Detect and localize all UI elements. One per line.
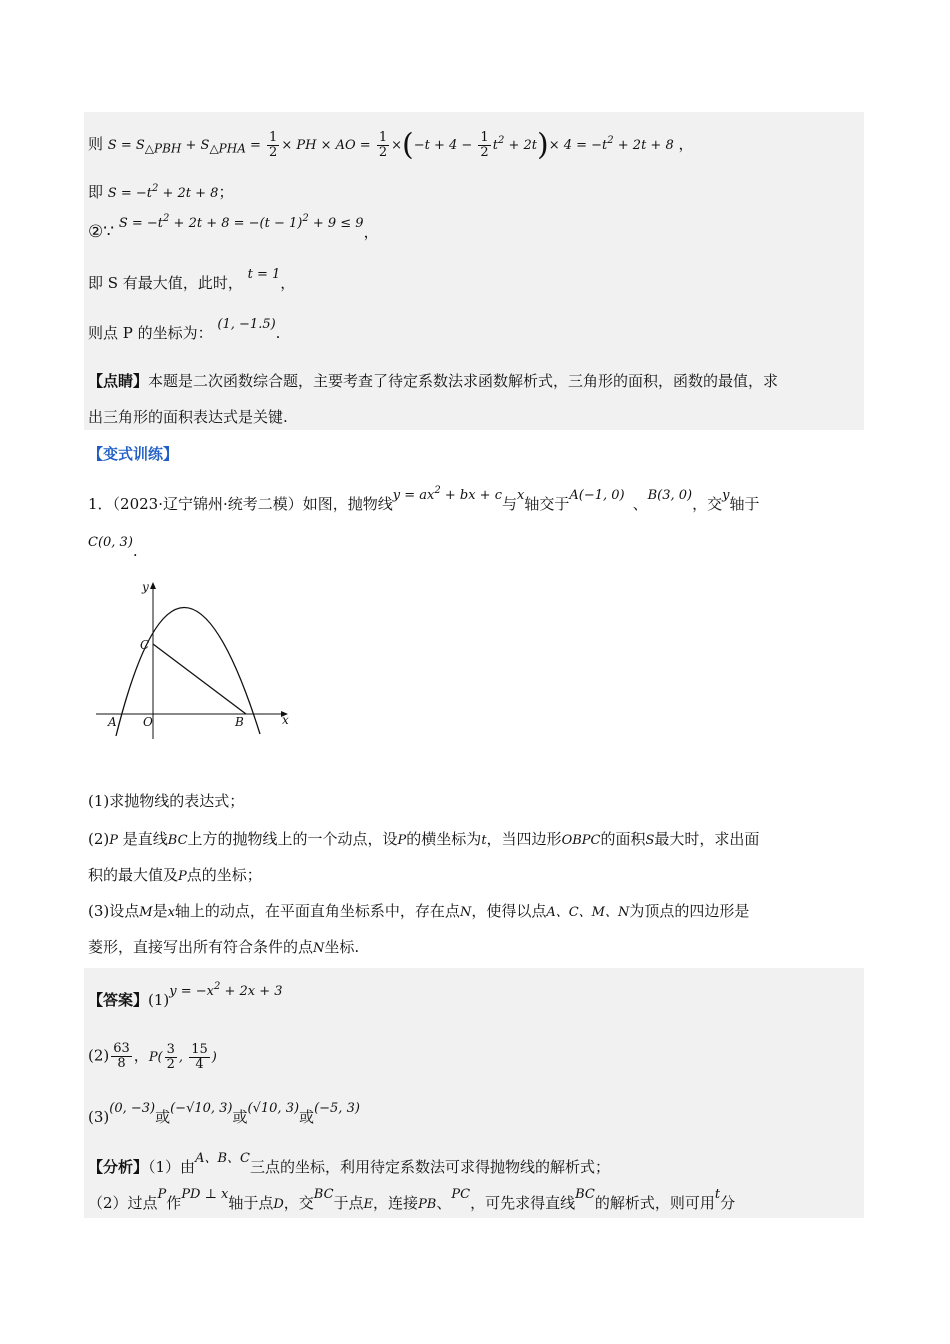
text: 则 bbox=[88, 135, 104, 153]
text: ， bbox=[678, 135, 694, 153]
answer-line-2: (2) $\frac{63}{8}$ ，P( $\frac{3}{2}$ , $\frac{15}{4}$ ) bbox=[88, 1041, 217, 1072]
analysis-line-2: （2）过点P作PD ⊥ x轴于点D，交BC于点E，连接PB、PC，可先求得直线BC的解析式，则可用t分 bbox=[88, 1187, 736, 1212]
label-y: y bbox=[142, 580, 149, 594]
segment-bc bbox=[153, 644, 246, 714]
answer-line-3: (3)(0, −3)或(−√10, 3)或(√10, 3)或(−5, 3) bbox=[88, 1101, 360, 1126]
solution-line-1 bbox=[88, 127, 694, 163]
formula: $y = -x^2 + 2x + 3$ bbox=[169, 981, 283, 999]
answer-label: 【答案】 bbox=[88, 991, 149, 1009]
label-x: x bbox=[282, 713, 289, 727]
formula: $S = -t^2 + 2t + 8 = -(t - 1)^2 + 9 \le 9$ bbox=[118, 213, 364, 231]
question-3-line-2: 菱形，直接写出所有符合条件的点N坐标. bbox=[88, 938, 360, 956]
formula: $y = ax^2$ + bx + c bbox=[392, 485, 502, 503]
question-1: (1)求抛物线的表达式； bbox=[88, 792, 245, 810]
problem-line-1: 1．（2023·辽宁锦州·统考二模）如图，抛物线$y = ax^2$ + bx + c与x轴交于A(−1, 0) 、B(3, 0)，交y轴于 bbox=[88, 485, 760, 513]
solution-line-5: 则点 P 的坐标为： (1, −1.5). bbox=[88, 317, 281, 342]
parabola-figure bbox=[96, 574, 306, 744]
solution-line-2: 即 $S = -t^2 + 2t + 8$； bbox=[88, 183, 234, 201]
question-2-line-1: (2)P 是直线BC上方的抛物线上的一个动点，设P的横坐标为t，当四边形OBPC的面积S最大时，求出面 bbox=[88, 830, 760, 848]
comment-label: 【点睛】 bbox=[88, 372, 149, 390]
comment-line-1: 【点睛】本题是二次函数综合题，主要考查了待定系数法求函数解析式，三角形的面积，函数的最值，求 bbox=[88, 372, 779, 390]
label-o: O bbox=[143, 715, 153, 729]
formula: (1, −1.5) bbox=[217, 317, 276, 332]
solution-line-3: ②∵ $S = -t^2 + 2t + 8 = -(t - 1)^2 + 9 \le 9$， bbox=[88, 213, 379, 242]
comment-line-2: 出三角形的面积表达式是关键. bbox=[88, 408, 288, 426]
problem-line-2: C(0, 3). bbox=[88, 535, 138, 560]
label-a: A bbox=[108, 715, 117, 729]
label-b: B bbox=[235, 715, 244, 729]
analysis-line-1: 【分析】（1）由A、B、C三点的坐标，利用待定系数法可求得抛物线的解析式； bbox=[88, 1151, 610, 1176]
answer-line-1: 【答案】$(1)y = -x^2 + 2x + 3$ bbox=[88, 981, 283, 1009]
question-3-line-1: (3)设点M是x轴上的动点，在平面直角坐标系中，存在点N，使得以点A、C、M、N为顶点的四边形是 bbox=[88, 902, 750, 920]
formula: $S = -t^2 + 2t + 8$ bbox=[107, 183, 219, 201]
label-c: C bbox=[140, 638, 150, 652]
formula: $S = S_{\triangle PBH} + S_{\triangle PHA}$ = $\frac{1}{2}$ × PH × AO = $\frac{1}{2}$ ×(−t + 4 − $\frac{1}{2}$ $t^2 + 2t)\times 4 = -t^2 + 2t + 8$ bbox=[107, 127, 674, 163]
formula: P( $\frac{3}{2}$ , $\frac{15}{4}$ ) bbox=[148, 1041, 217, 1072]
analysis-label: 【分析】 bbox=[88, 1158, 149, 1176]
solution-line-4: 即 S 有最大值，此时， t = 1， bbox=[88, 267, 296, 292]
formula: t = 1 bbox=[247, 267, 281, 282]
y-axis-arrow bbox=[150, 582, 156, 589]
variant-header: 【变式训练】 bbox=[88, 445, 179, 463]
question-2-line-2: 积的最大值及P点的坐标； bbox=[88, 866, 262, 884]
